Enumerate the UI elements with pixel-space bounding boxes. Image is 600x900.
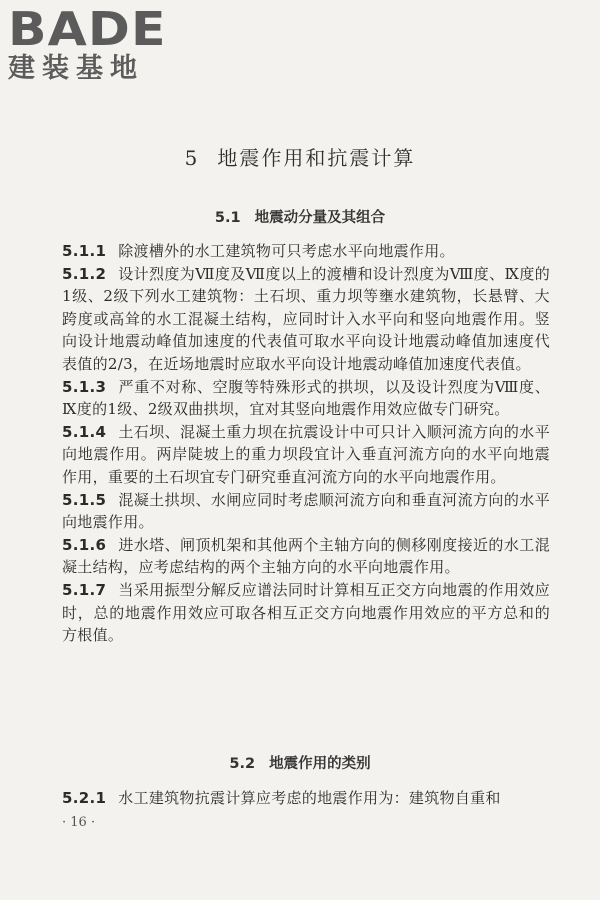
section-heading-5-2 [0,752,600,773]
clause-5-1-1 [62,240,550,263]
clause-5-2-1 [62,787,550,810]
clause-number: 5.1.3 [62,377,107,396]
clause-5-1-3 [62,376,550,421]
clause-number: 5.1.7 [62,580,107,599]
clause-text: 设计烈度为Ⅶ度及Ⅶ度以上的渡槽和设计烈度为Ⅷ度、Ⅸ度的1级、2级下列水工建筑物：土石坝、重力坝等壅水建筑物，长悬臂、大跨度或高耸的水工混凝土结构，应同时计入水平向和竖向地震作用。竖向设计地震动峰值加速度的代表值可取水平向设计地震动峰值加速度代表值的2/3，在近场地震时应取水平向设计地震动峰值加速度代表值。 [62,264,550,373]
logo-subtitle: 建装基地 [8,53,144,84]
clause-number: 5.1.6 [62,535,107,554]
clause-5-1-6 [62,534,550,579]
clause-5-1-4 [62,421,550,489]
clause-5-1-5 [62,489,550,534]
section-heading-5-1 [0,206,600,227]
section-number: 5.2 [229,756,256,772]
section-5-1-body [62,240,550,647]
clause-number: 5.2.1 [62,789,107,807]
logo-mark: BADE [8,2,167,56]
clause-number: 5.1.2 [62,264,107,283]
clause-text: 土石坝、混凝土重力坝在抗震设计中可只计入顺河流方向的水平向地震作用。两岸陡坡上的重力坝段宜计入垂直河流方向的水平向地震作用，重要的土石坝宜专门研究垂直河流方向的水平向地震作用。 [62,422,550,486]
section-5-2-body [62,787,550,810]
chapter-title: 地震作用和抗震计算 [217,146,416,170]
chapter-heading [0,142,600,171]
section-title: 地震动分量及其组合 [254,210,386,226]
clause-number: 5.1.4 [62,422,107,441]
clause-number: 5.1.5 [62,490,107,509]
logo [8,2,183,84]
clause-text: 当采用振型分解反应谱法同时计算相互正交方向地震的作用效应时，总的地震作用效应可取各相互正交方向地震作用效应的平方总和的方根值。 [62,580,550,645]
clause-text: 水工建筑物抗震计算应考虑的地震作用为：建筑物自重和 [118,789,501,807]
chapter-number: 5 [184,146,200,170]
clause-text: 进水塔、闸顶机架和其他两个主轴方向的侧移刚度接近的水工混凝土结构，应考虑结构的两个主轴方向的水平向地震作用。 [62,535,550,577]
clause-number: 5.1.1 [62,242,107,260]
clause-5-1-7 [62,579,550,647]
clause-text: 除渡槽外的水工建筑物可只考虑水平向地震作用。 [118,242,455,260]
section-title: 地震作用的类别 [269,756,371,772]
clause-5-1-2 [62,263,550,376]
section-number: 5.1 [214,210,241,226]
clause-text: 严重不对称、空腹等特殊形式的拱坝，以及设计烈度为Ⅷ度、Ⅸ度的1级、2级双曲拱坝，宜对其竖向地震作用效应做专门研究。 [62,377,550,419]
page-number: · 16 · [62,815,96,830]
clause-text: 混凝土拱坝、水闸应同时考虑顺河流方向和垂直河流方向的水平向地震作用。 [62,490,550,532]
